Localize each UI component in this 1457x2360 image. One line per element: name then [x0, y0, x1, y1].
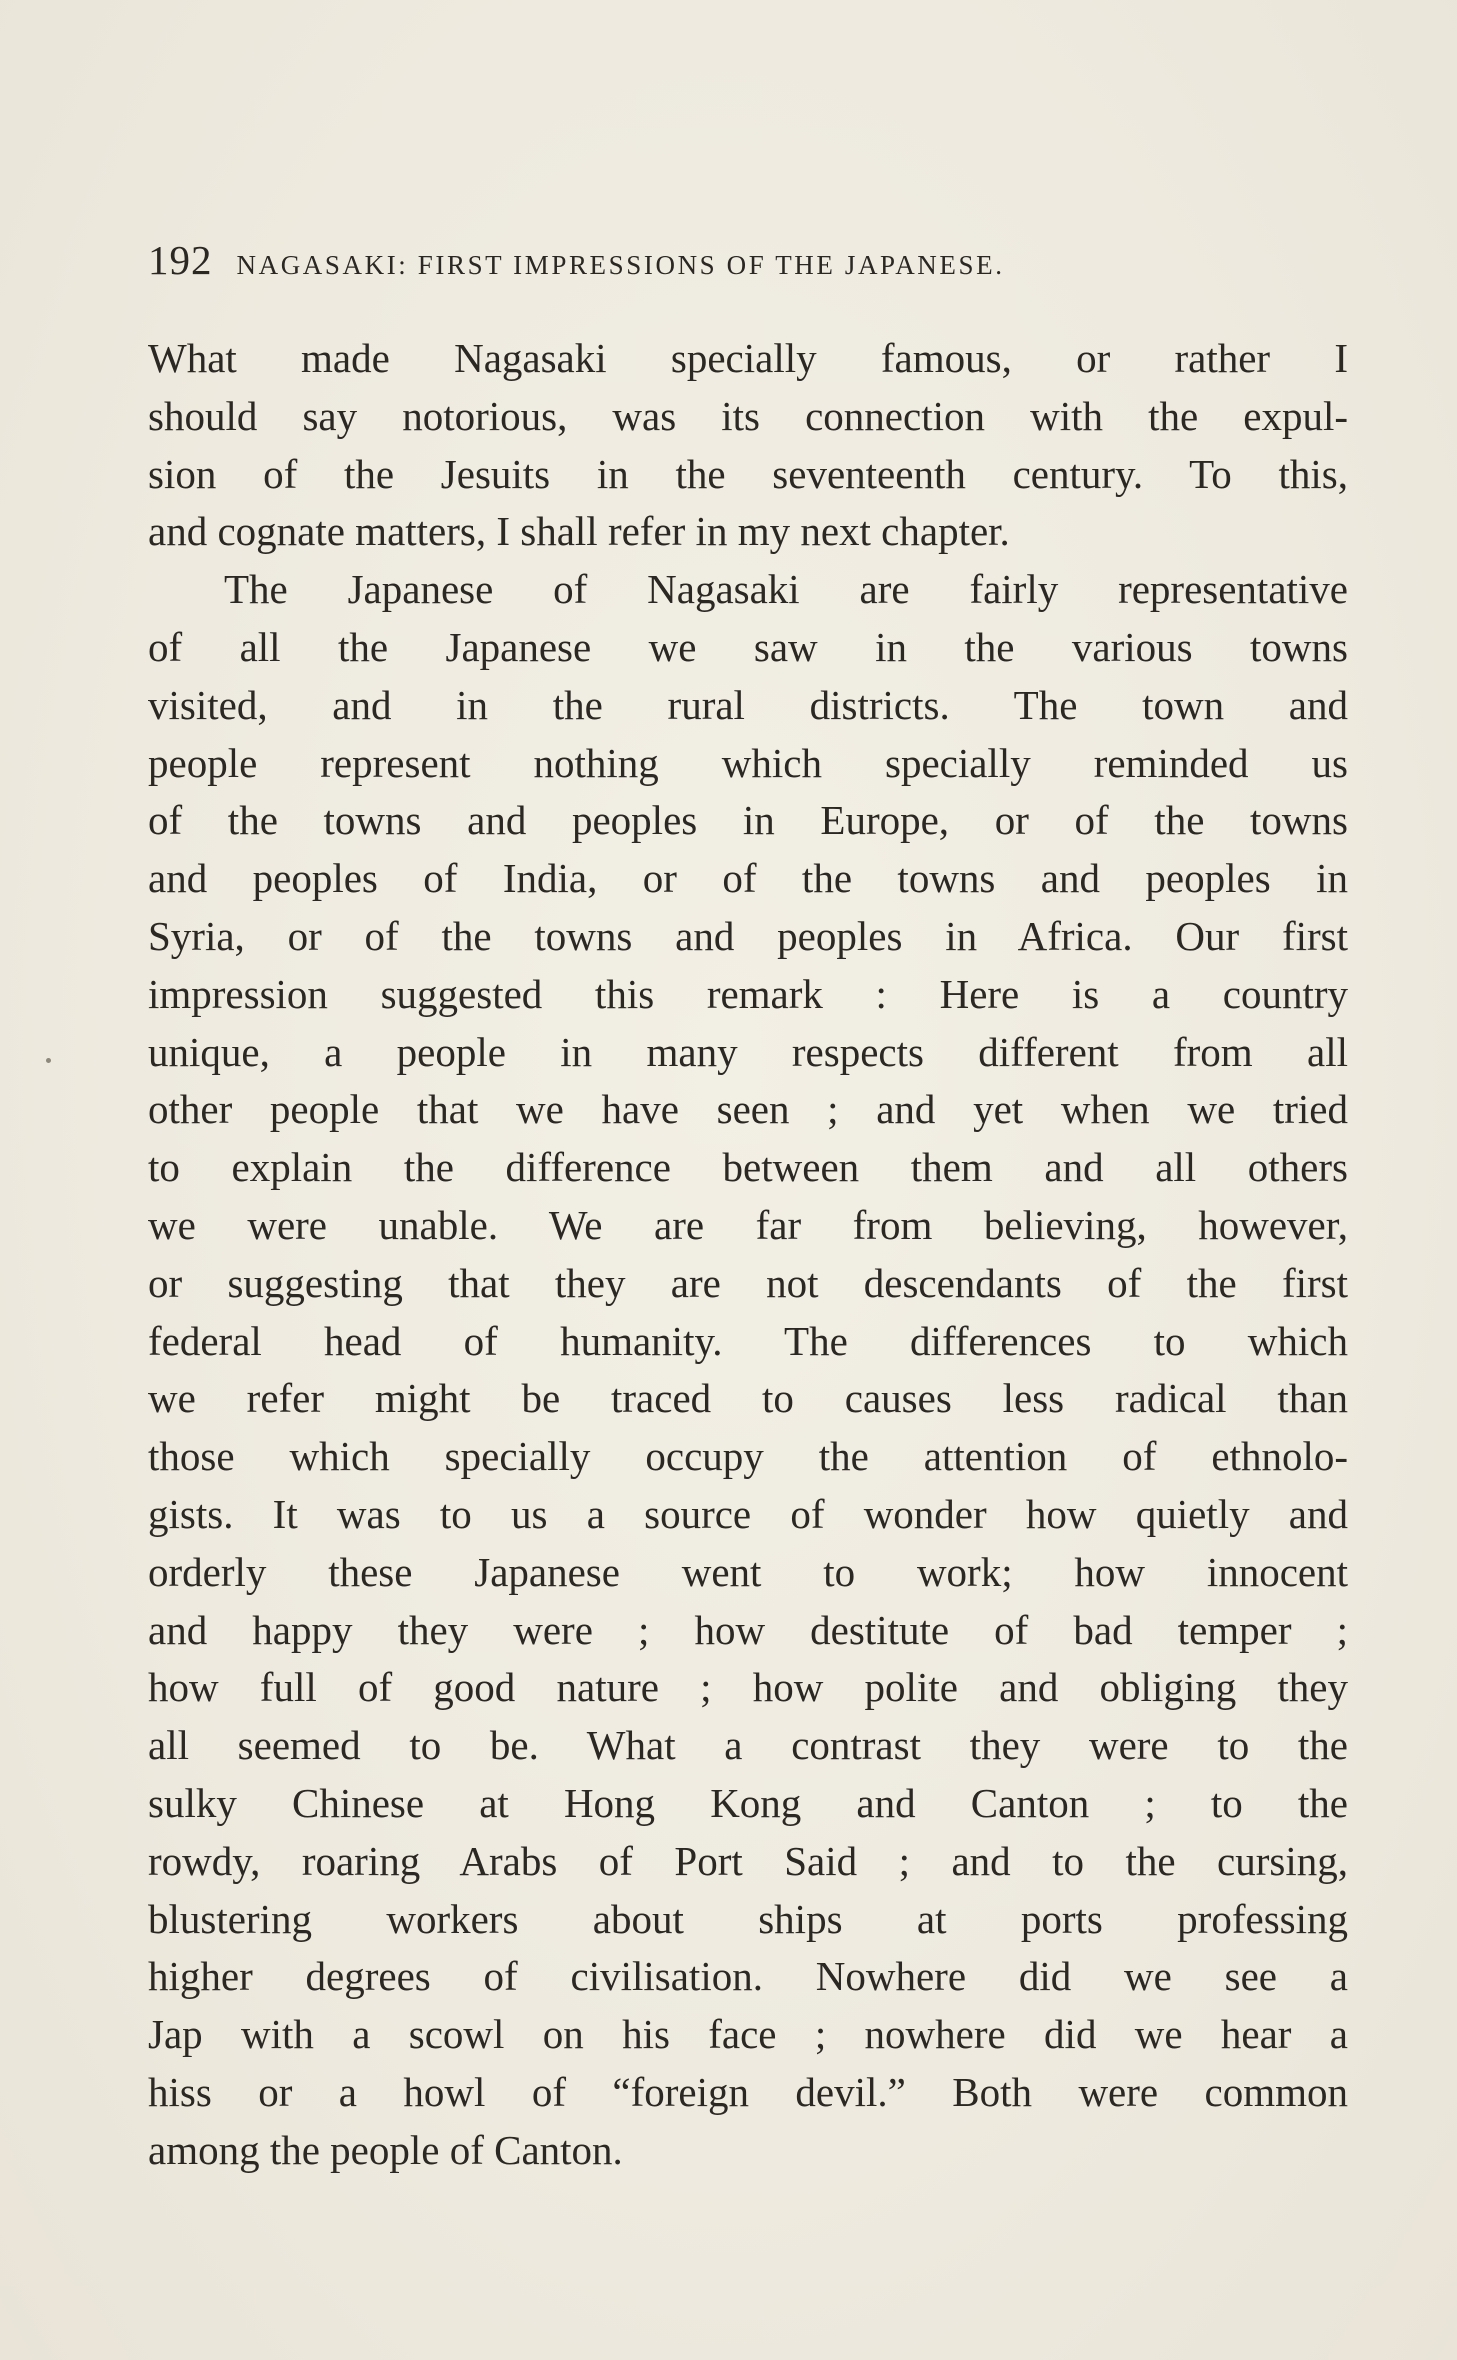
text-line: Jap with a scowl on his face ; nowhere did we hear a — [148, 2011, 1348, 2058]
text-line: blustering workers about ships at ports professing — [148, 1895, 1348, 1942]
text-line: of all the Japanese we saw in the various towns — [148, 623, 1348, 670]
text-line: among the people of Canton. — [148, 2126, 623, 2173]
text-line: hiss or a howl of “foreign devil.” Both were common — [148, 2068, 1348, 2115]
text-line: we refer might be traced to causes less radical than — [148, 1375, 1348, 1422]
text-line: impression suggested this remark : Here is a country — [148, 970, 1348, 1017]
text-line: sulky Chinese at Hong Kong and Canton ; to the — [148, 1779, 1348, 1826]
text-line: and cognate matters, I shall refer in my next chapter. — [148, 508, 1010, 555]
text-line: visited, and in the rural districts. The town and — [148, 681, 1348, 728]
text-line: What made Nagasaki specially famous, or rather I — [148, 335, 1348, 381]
text-line: orderly these Japanese went to work; how innocent — [148, 1548, 1348, 1595]
text-line: federal head of humanity. The differences to which — [148, 1317, 1348, 1364]
text-line: people represent nothing which specially reminded us — [148, 739, 1348, 786]
text-line: other people that we have seen ; and yet when we tried — [148, 1086, 1348, 1133]
text-line: how full of good nature ; how polite and obliging they — [148, 1664, 1348, 1711]
text-line: to explain the difference between them and all others — [148, 1144, 1348, 1191]
margin-speck — [46, 1058, 51, 1063]
text-line: The Japanese of Nagasaki are fairly representative — [224, 566, 1348, 613]
running-title: NAGASAKI: FIRST IMPRESSIONS OF THE JAPANESE. — [236, 250, 1005, 280]
text-line: all seemed to be. What a contrast they were to the — [148, 1722, 1348, 1769]
text-line: Syria, or of the towns and peoples in Africa. Our first — [148, 912, 1348, 959]
text-line: and peoples of India, or of the towns and peoples in — [148, 855, 1348, 902]
text-line: or suggesting that they are not descendants of the first — [148, 1259, 1348, 1306]
text-line: gists. It was to us a source of wonder how quietly and — [148, 1490, 1348, 1537]
text-line: of the towns and peoples in Europe, or of the towns — [148, 797, 1348, 844]
text-line: those which specially occupy the attention of ethnolo- — [148, 1433, 1348, 1480]
page-number: 192 — [148, 237, 213, 283]
running-header — [148, 236, 1348, 292]
text-line: should say notorious, was its connection with the expul- — [148, 392, 1348, 439]
text-line: rowdy, roaring Arabs of Port Said ; and to the cursing, — [148, 1837, 1348, 1884]
text-line: and happy they were ; how destitute of bad temper ; — [148, 1606, 1348, 1653]
text-line: higher degrees of civilisation. Nowhere did we see a — [148, 1953, 1348, 2000]
text-line: we were unable. We are far from believing, however, — [148, 1201, 1348, 1248]
text-line: sion of the Jesuits in the seventeenth century. To this, — [148, 450, 1348, 497]
text-line: unique, a people in many respects different from all — [148, 1028, 1348, 1075]
body-text — [148, 330, 1348, 2180]
